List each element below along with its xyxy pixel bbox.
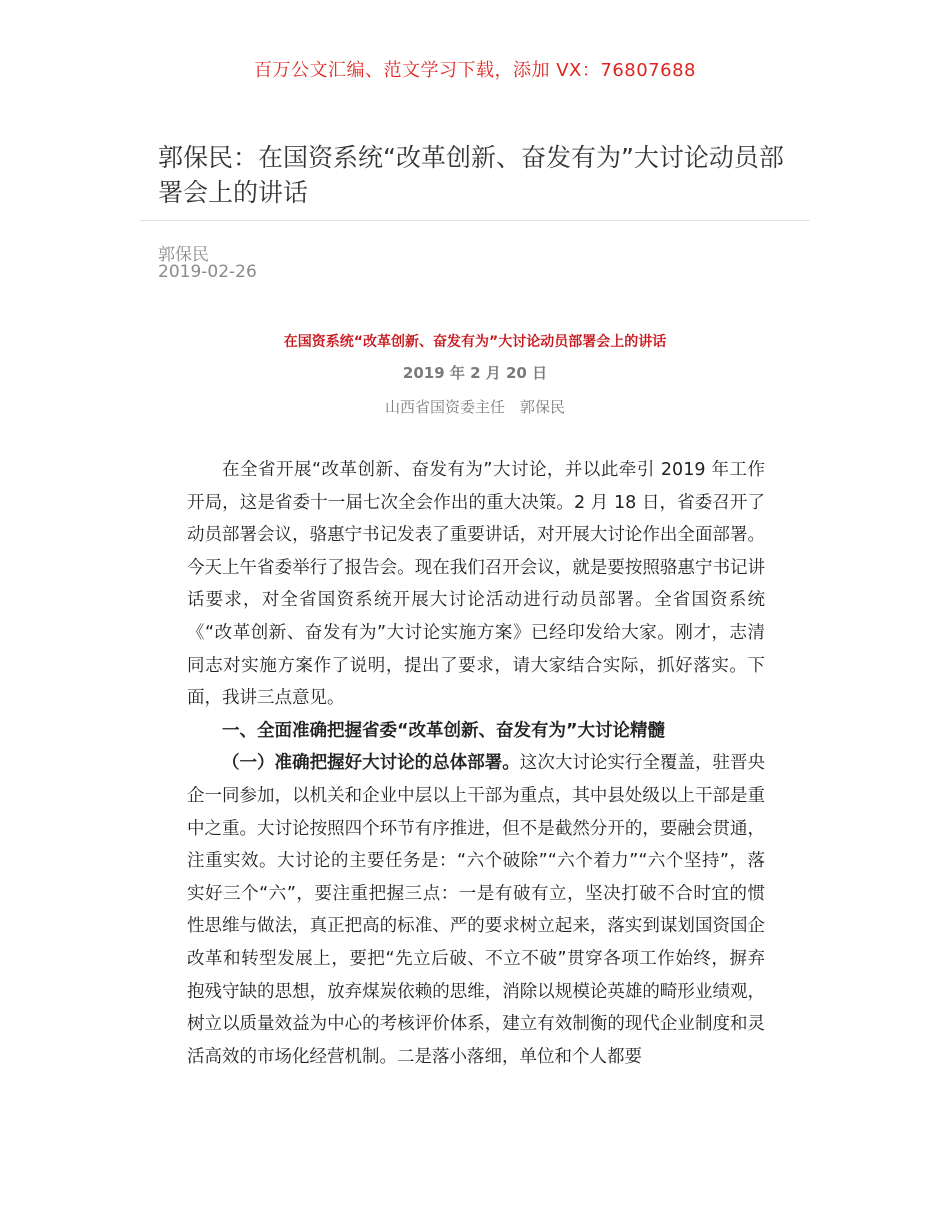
article-date: 2019-02-26 [158,262,257,282]
body-paragraph: 在全省开展“改革创新、奋发有为”大讨论，并以此牵引 2019 年工作开局，这是省委十一届七次全会作出的重大决策。2 月 18 日，省委召开了动员部署会议，骆惠宁书记发表了重要讲话，对开展大讨论作出全面部署。今天上午省委举行了报告会。现在我们召开会议，就是要按照骆惠宁书记讲话要求，对全省国资系统开展大讨论活动进行动员部署。全省国资系统《“改革创新、奋发有为”大讨论实施方案》已经印发给大家。刚才，志清同志对实施方案作了说明，提出了要求，请大家结合实际，抓好落实。下面，我讲三点意见。 [187,460,765,709]
title-divider [140,220,810,221]
article-author: 郭保民 [158,245,209,265]
body-paragraph-text: 这次大讨论实行全覆盖，驻晋央企一同参加，以机关和企业中层以上干部为重点，其中县处级以上干部是重中之重。大讨论按照四个环节有序推进，但不是截然分开的，要融会贯通，注重实效。大讨论的主要任务是：“六个破除”“六个着力”“六个坚持”，落实好三个“六”，要注重把握三点：一是有破有立，坚决打破不合时宜的惯性思维与做法，真正把高的标准、严的要求树立起来，落实到谋划国资国企改革和转型发展上，要把“先立后破、不立不破”贯穿各项工作始终，摒弃抱残守缺的思想，放弃煤炭依赖的思维，消除以规模论英雄的畸形业绩观，树立以质量效益为中心的考核评价体系，建立有效制衡的现代企业制度和灵活高效的市场化经营机制。二是落小落细，单位和个人都要 [187,753,766,1067]
subsection-heading: （一）准确把握好大讨论的总体部署。 [222,753,520,774]
document-date: 2019 年 2 月 20 日 [402,364,548,382]
article-body [187,454,765,1073]
body-paragraph [187,747,765,1073]
section-heading: 一、全面准确把握省委“改革创新、奋发有为”大讨论精髓 [222,720,666,741]
article-title: 郭保民：在国资系统“改革创新、奋发有为”大讨论动员部署会上的讲话 [158,143,784,207]
promo-banner: 百万公文汇编、范文学习下载，添加 VX：76807688 [254,60,696,81]
document-author-line: 山西省国资委主任 郭保民 [384,398,565,416]
document-title: 在国资系统“改革创新、奋发有为”大讨论动员部署会上的讲话 [283,334,667,350]
